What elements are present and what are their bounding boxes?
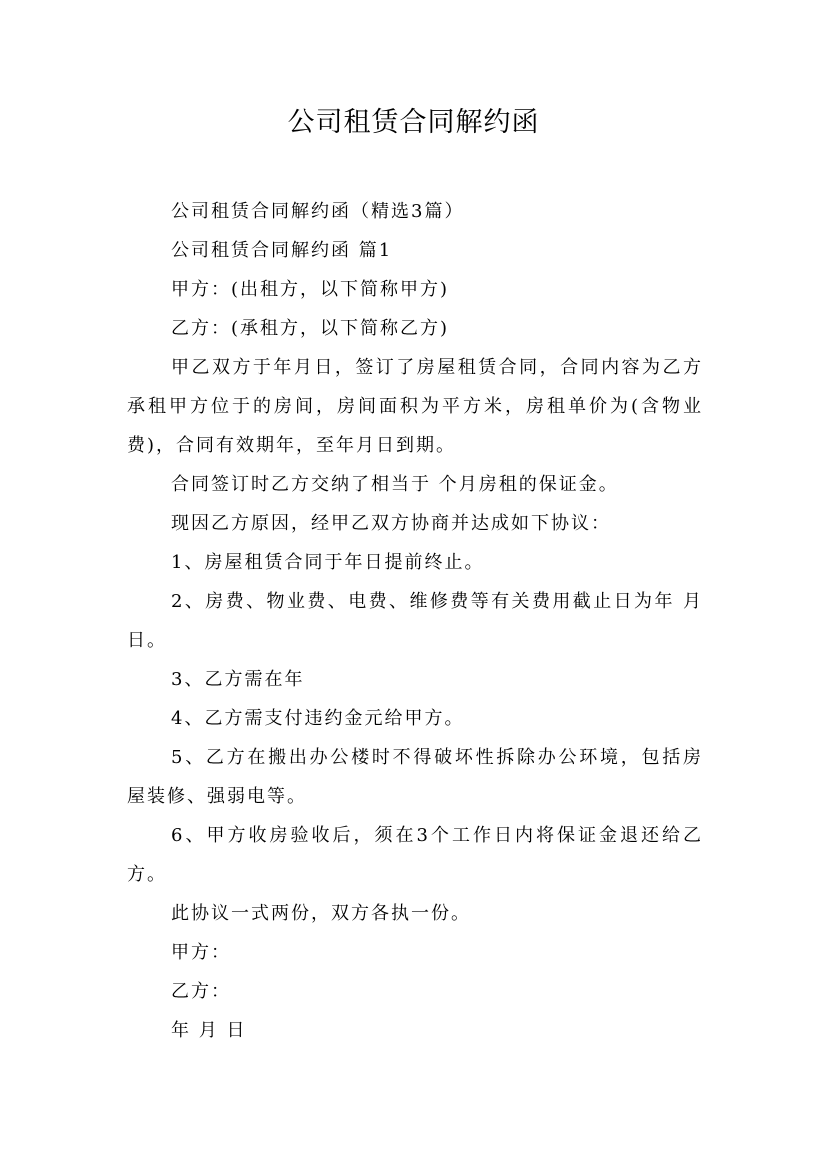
- paragraph-contract-details: 甲乙双方于年月日，签订了房屋租赁合同，合同内容为乙方承租甲方位于的房间，房间面积为平方米，房租单价为(含物业费)，合同有效期年，至年月日到期。: [127, 357, 703, 456]
- paragraph-copies: 此协议一式两份，双方各执一份。: [171, 903, 471, 924]
- paragraph-clause-5: 5、乙方在搬出办公楼时不得破坏性拆除办公环境，包括房屋装修、强弱电等。: [127, 747, 703, 807]
- paragraph-party-b: 乙方：(承租方，以下简称乙方): [171, 318, 450, 339]
- paragraph-party-a: 甲方：(出租方，以下简称甲方): [171, 279, 450, 300]
- signature-date: 年 月 日: [171, 1020, 247, 1041]
- paragraph-subtitle: 公司租赁合同解约函（精选3篇）: [171, 201, 465, 222]
- document-title: 公司租赁合同解约函: [287, 107, 540, 138]
- paragraph-section-heading: 公司租赁合同解约函 篇1: [171, 240, 393, 261]
- paragraph-clause-6: 6、甲方收房验收后，须在3个工作日内将保证金退还给乙方。: [127, 825, 703, 885]
- document-body: [127, 192, 711, 1050]
- signature-party-b: 乙方：: [171, 981, 231, 1002]
- paragraph-clause-3: 3、乙方需在年: [171, 669, 305, 690]
- paragraph-deposit: 合同签订时乙方交纳了相当于 个月房租的保证金。: [171, 474, 619, 495]
- paragraph-clause-1: 1、房屋租赁合同于年日提前终止。: [171, 552, 485, 573]
- paragraph-clause-2: 2、房费、物业费、电费、维修费等有关费用截止日为年 月 日。: [127, 591, 711, 651]
- signature-party-a: 甲方：: [171, 942, 231, 963]
- paragraph-agreement-intro: 现因乙方原因，经甲乙双方协商并达成如下协议：: [171, 513, 611, 534]
- paragraph-clause-4: 4、乙方需支付违约金元给甲方。: [171, 708, 465, 729]
